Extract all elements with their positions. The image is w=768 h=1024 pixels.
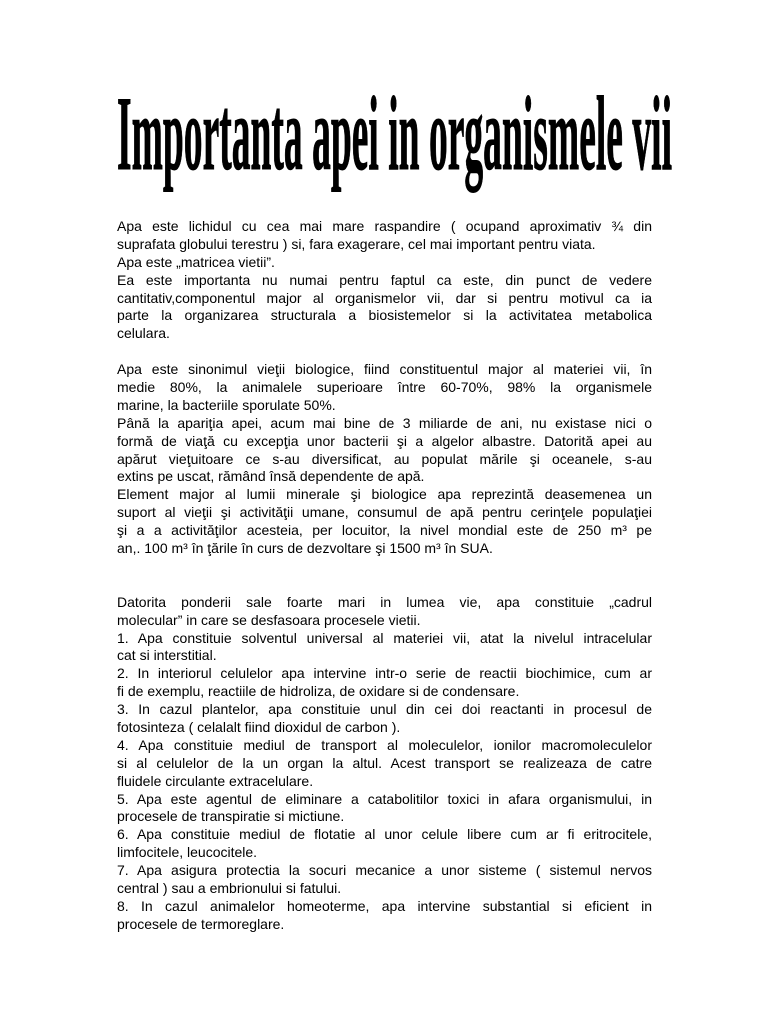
text-section [117,218,652,343]
text-line: cat si interstitial. [117,647,217,664]
text-section [117,361,652,558]
paragraph [117,594,652,630]
text-line: 7. Apa asigura protectia la socuri mecanice a unor sisteme ( sistemul nervos [117,862,652,879]
text-line: 8. In cazul animalelor homeoterme, apa intervine substantial si eficient in [117,897,652,914]
paragraph [117,826,652,862]
document-body [117,218,652,934]
text-line: 2. In interiorul celulelor apa intervine intr-o serie de reactii biochimice, cum ar [117,665,652,682]
text-line: Ea este importanta nu numai pentru faptul ca este, din punct de vedere [117,271,652,288]
text-line: procesele de transpiratie si mictiune. [117,808,345,825]
text-line: fi de exemplu, reactiile de hidroliza, de oxidare si de condensare. [117,683,520,700]
text-line: Element major al lumii minerale şi biologice apa reprezintă deasemenea un [117,486,652,503]
paragraph [117,737,652,791]
text-line: Apa este „matricea vietii”. [117,253,275,270]
text-line: Datorita ponderii sale foarte mari in lumea vie, apa constituie „cadrul [117,593,652,610]
text-line: extins pe uscat, rămând însă dependente de apă. [117,468,425,485]
paragraph [117,486,652,558]
text-line: apărut vieţuitoare ce s-au diversificat, au populat mările şi oceanele, s-au [117,450,652,467]
text-line: Până la apariţia apei, acum mai bine de 3 miliarde de ani, nu existase nici o [117,414,652,431]
text-line: medie 80%, la animalele superioare între 60-70%, 98% la organismele [117,379,652,396]
text-line: 6. Apa constituie mediul de flotatie al unor celule libere cum ar fi eritrocitele, [117,826,652,843]
text-line: 5. Apa este agentul de eliminare a catabolitilor toxici in afara organismului, in [117,790,652,807]
text-line: Apa este lichidul cu cea mai mare raspandire ( ocupand aproximativ ¾ din [117,218,652,234]
paragraph [117,665,652,701]
text-line: suprafata globului terestru ) si, fara exagerare, cel mai important pentru viata. [117,235,596,252]
paragraph [117,272,652,344]
text-line: 1. Apa constituie solventul universal al materiei vii, atat la nivelul intracelular [117,629,652,646]
text-section [117,594,652,934]
text-line: şi a a activităţilor acesteia, per locuitor, la nivel mondial este de 250 m³ pe [117,522,652,539]
paragraph [117,898,652,934]
paragraph [117,701,652,737]
document-title-text: Importanta apei in organismele vii [117,81,672,193]
paragraph [117,218,652,254]
paragraph [117,254,652,272]
paragraph [117,415,652,487]
text-line: 3. In cazul plantelor, apa constituie unul din cei doi reactanti in procesul de [117,701,652,718]
text-line: formă de viaţă cu excepţia unor bacterii şi a algelor albastre. Datorită apei au [117,432,652,449]
paragraph [117,630,652,666]
text-line: si al celulelor de la un organ la altul. Acest transport se realizeaza de catre [117,754,652,771]
paragraph [117,361,652,415]
text-line: procesele de termoreglare. [117,915,285,932]
text-line: molecular” in care se desfasoara procesele vietii. [117,611,421,628]
text-line: Apa este sinonimul vieţii biologice, fiind constituentul major al materiei vii, în [117,361,652,378]
text-line: cantitativ,componentul major al organismelor vii, dar si pentru motivul ca ia [117,289,652,306]
text-line: fotosinteza ( celalalt fiind dioxidul de carbon ). [117,718,401,735]
text-line: parte la organizarea structurala a biosistemelor si la activitatea metabolica [117,307,652,324]
text-line: marine, la bacteriile sporulate 50%. [117,396,336,413]
text-line: an,. 100 m³ în ţările în curs de dezvoltare şi 1500 m³ în SUA. [117,540,493,557]
text-line: central ) sau a embrionului si fatului. [117,879,342,896]
paragraph [117,862,652,898]
text-line: 4. Apa constituie mediul de transport al moleculelor, ionilor macromoleculelor [117,736,652,753]
document-title [117,81,675,195]
text-line: suport al vieţii şi activităţii umane, consumul de apă pentru cerinţele populaţiei [117,504,652,521]
text-line: limfocitele, leucocitele. [117,844,258,861]
text-line: celulara. [117,325,170,342]
text-line: fluidele circulante extracelulare. [117,772,314,789]
paragraph [117,791,652,827]
